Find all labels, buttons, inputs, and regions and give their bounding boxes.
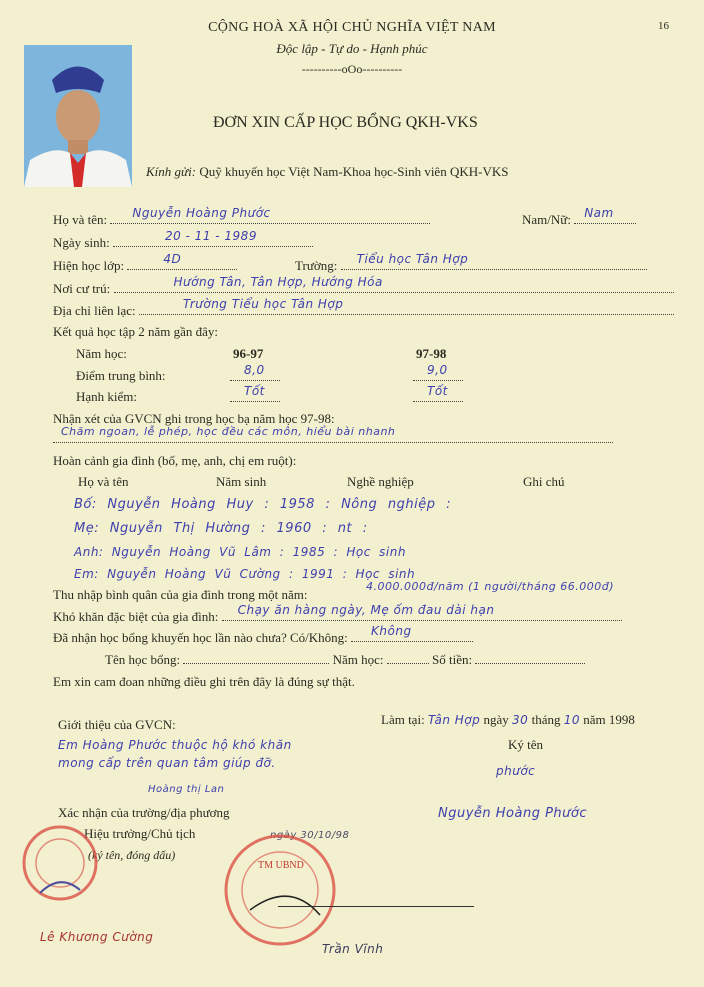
official-stamp — [220, 830, 340, 950]
addressee-value: Quỹ khuyến học Việt Nam-Khoa học-Sinh viên QKH-VKS — [199, 164, 509, 179]
confirm-date-note: ngày 30/10/98 — [270, 830, 350, 841]
difficulty-label: Khó khăn đặc biệt của gia đình: — [53, 609, 219, 624]
family-header-year: Năm sinh — [216, 474, 267, 489]
family-row: Em: Nguyễn Hoàng Vũ Cường : 1991 : Học sinh — [74, 567, 416, 581]
contact-label: Địa chỉ liên lạc: — [53, 303, 136, 318]
gpa1-field — [230, 363, 280, 381]
addressee-label: Kính gửi: — [146, 164, 197, 179]
residence-field — [114, 275, 674, 293]
conduct2-value: Tốt — [427, 384, 448, 398]
dob-label: Ngày sinh: — [53, 235, 110, 250]
family-header-name: Họ và tên — [78, 474, 129, 489]
confirm-role: Hiệu trưởng/Chủ tịch — [84, 826, 196, 841]
signature-stroke — [278, 906, 474, 907]
scholarship-year-field — [387, 651, 429, 664]
year2: 97-98 — [416, 346, 447, 361]
conduct-label: Hạnh kiểm: — [76, 389, 138, 404]
motto: Độc lập - Tự do - Hạnh phúc — [276, 41, 428, 56]
name-value: Nguyễn Hoàng Phước — [132, 206, 271, 220]
place-value: Tân Hợp — [427, 713, 481, 727]
contact-value: Trường Tiểu học Tân Hợp — [182, 297, 344, 311]
day-value: 30 — [512, 713, 529, 727]
difficulty-value: Chạy ăn hàng ngày, Mẹ ốm đau dài hạn — [237, 603, 495, 617]
dob-value: 20 - 11 - 1989 — [164, 229, 257, 243]
gpa2-field — [413, 363, 463, 381]
country-header: CỘNG HOÀ XÃ HỘI CHỦ NGHĨA VIỆT NAM — [208, 20, 496, 35]
month-value: 10 — [563, 713, 580, 727]
contact-field — [139, 297, 674, 315]
income-value: 4.000.000đ/năm (1 người/tháng 66.000đ) — [366, 580, 615, 593]
family-label: Hoàn cảnh gia đình (bố, mẹ, anh, chị em ruột): — [53, 453, 297, 468]
intro-label: Giới thiệu của GVCN: — [58, 717, 176, 732]
sign-label: Ký tên — [508, 737, 544, 752]
day-label: ngày — [483, 712, 509, 727]
difficulty-field — [222, 603, 622, 621]
name-label: Họ và tên: — [53, 212, 108, 227]
prior-scholarship-value: Không — [371, 624, 412, 638]
prior-scholarship-field — [351, 624, 473, 642]
school-stamp — [20, 818, 100, 908]
results-label: Kết quả học tập 2 năm gần đây: — [53, 324, 218, 339]
conduct2-field — [413, 384, 463, 402]
conduct1-field — [230, 384, 280, 402]
gpa2-value: 9,0 — [427, 363, 448, 377]
class-value: 4D — [163, 252, 182, 266]
residence-value: Hướng Tân, Tân Hợp, Hướng Hóa — [173, 275, 383, 289]
intro-line-1: Em Hoàng Phước thuộc hộ khó khăn — [58, 738, 292, 752]
school-value: Tiểu học Tân Hợp — [356, 252, 469, 266]
page-number: 16 — [658, 20, 669, 32]
comment-value: Chăm ngoan, lễ phép, học đều các môn, hiểu bài nhanh — [61, 425, 396, 438]
teacher-name: Lê Khương Cường — [40, 930, 154, 944]
scholarship-year-label: Năm học: — [332, 652, 384, 667]
confirm-label: Xác nhận của trường/địa phương — [58, 805, 230, 820]
intro-line-2: mong cấp trên quan tâm giúp đỡ. — [58, 756, 276, 770]
class-label: Hiện học lớp: — [53, 258, 125, 273]
teacher-signature: Hoàng thị Lan — [148, 784, 225, 795]
school-field — [341, 252, 647, 270]
applicant-signature: phước — [496, 764, 536, 778]
scholarship-amount-field — [475, 651, 585, 664]
form-title: ĐƠN XIN CẤP HỌC BỔNG QKH-VKS — [213, 114, 478, 131]
official-name: Trần Vĩnh — [322, 942, 384, 956]
gender-value: Nam — [584, 206, 614, 220]
comment-field — [53, 425, 613, 443]
family-header-note: Ghi chú — [523, 474, 565, 489]
gender-label: Nam/Nữ: — [522, 212, 571, 227]
comment-label: Nhận xét của GVCN ghi trong học bạ năm học 97-98: — [53, 411, 335, 426]
month-label: tháng — [531, 712, 561, 727]
scholarship-name-field — [183, 651, 329, 664]
school-label: Trường: — [295, 258, 338, 273]
conduct1-value: Tốt — [244, 384, 265, 398]
student-photo — [24, 45, 132, 187]
year-label: Năm học: — [76, 346, 127, 361]
confirm-note: (ký tên, đóng dấu) — [88, 848, 176, 862]
family-row: Bố: Nguyễn Hoàng Huy : 1958 : Nông nghiệp : — [74, 497, 451, 512]
applicant-name: Nguyễn Hoàng Phước — [438, 806, 588, 821]
gpa-label: Điểm trung bình: — [76, 368, 166, 383]
family-row: Anh: Nguyễn Hoàng Vũ Lâm : 1985 : Học sinh — [74, 545, 406, 559]
prior-scholarship-label: Đã nhận học bổng khuyến học lần nào chưa? Có/Không: — [53, 630, 348, 645]
family-row: Mẹ: Nguyễn Thị Hường : 1960 : nt : — [74, 521, 368, 536]
name-field — [110, 206, 430, 224]
scholarship-name-label: Tên học bổng: — [105, 652, 181, 667]
scholarship-amount-label: Số tiền: — [432, 652, 473, 667]
place-label: Làm tại: — [381, 712, 425, 727]
family-header-job: Nghề nghiệp — [347, 474, 414, 489]
stamp-text: TM UBND — [258, 860, 304, 871]
header-divider: ----------oOo---------- — [301, 62, 403, 76]
declaration: Em xin cam đoan những điều ghi trên đây là đúng sự thật. — [53, 674, 355, 689]
class-field — [127, 252, 237, 270]
year1: 96-97 — [233, 346, 264, 361]
gpa1-value: 8,0 — [244, 363, 265, 377]
income-label: Thu nhập bình quân của gia đình trong một năm: — [53, 587, 308, 602]
dob-field — [113, 229, 313, 247]
gender-field — [574, 206, 636, 224]
residence-label: Nơi cư trú: — [53, 281, 111, 296]
year-label-bottom: năm 1998 — [583, 712, 635, 727]
